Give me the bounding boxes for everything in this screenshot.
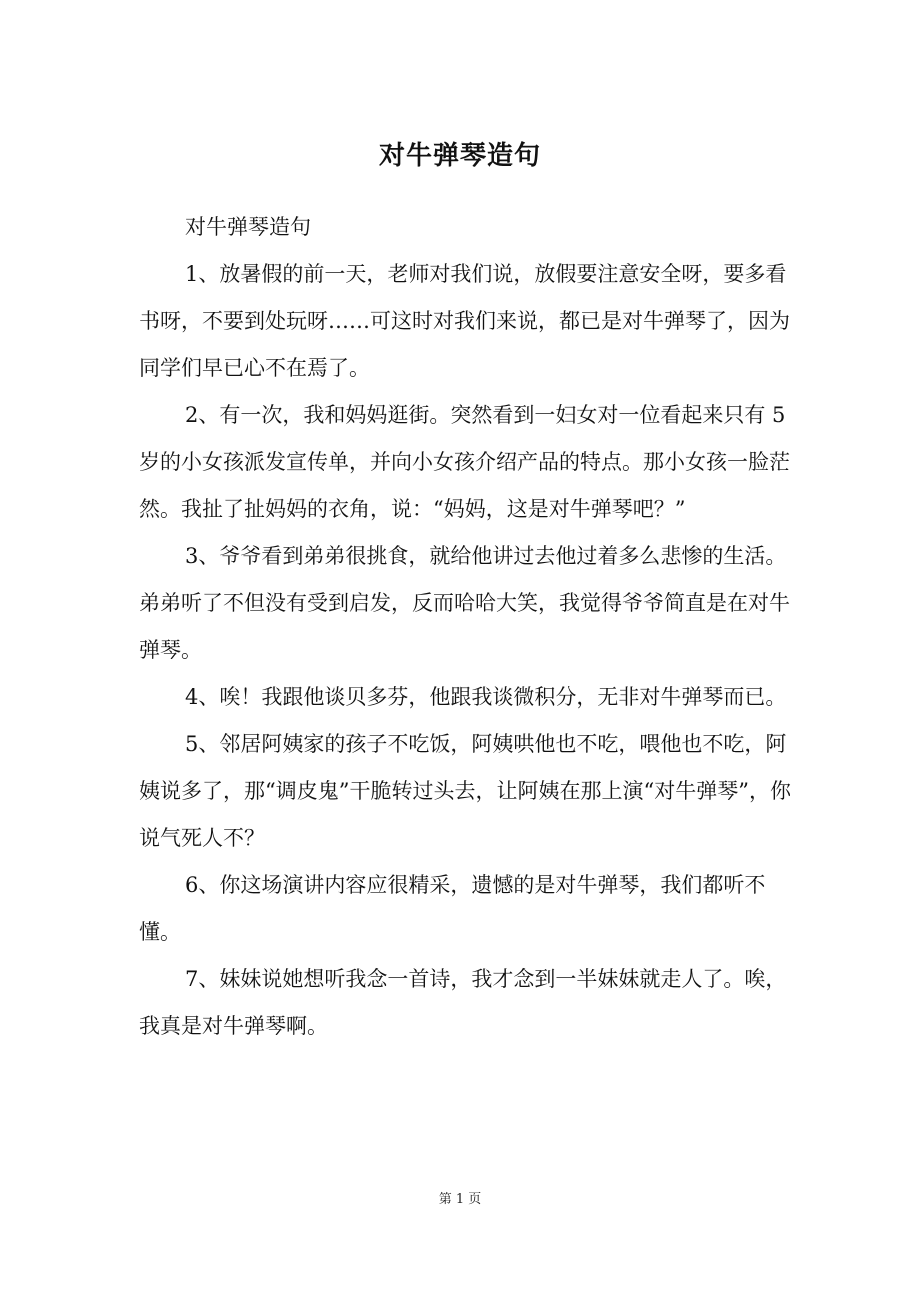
page-number-footer: 第 1 页	[438, 1192, 482, 1207]
sentence-paragraph-3: 3、爷爷看到弟弟很挑食，就给他讲过去他过着多么悲惨的生活。弟弟听了不但没有受到启发，反而哈哈大笑，我觉得爷爷简直是在对牛弹琴。	[139, 544, 790, 662]
sentence-paragraph-1: 1、放暑假的前一天，老师对我们说，放假要注意安全呀，要多看书呀，不要到处玩呀……可这时对我们来说，都已是对牛弹琴了，因为同学们早已心不在焉了。	[139, 262, 790, 380]
sentence-paragraph-7: 7、妹妹说她想听我念一首诗，我才念到一半妹妹就走人了。唉，我真是对牛弹琴啊。	[139, 967, 787, 1038]
sentence-paragraph-4: 4、唉！我跟他谈贝多芬，他跟我谈微积分，无非对牛弹琴而已。	[185, 685, 787, 709]
sentence-paragraph-6: 6、你这场演讲内容应很精采，遗憾的是对牛弹琴，我们都听不懂。	[139, 873, 766, 944]
page-title: 对牛弹琴造句	[378, 141, 541, 171]
sentence-paragraph-5: 5、邻居阿姨家的孩子不吃饭，阿姨哄他也不吃，喂他也不吃，阿姨说多了，那“调皮鬼”干脆转过头去，让阿姨在那上演“对牛弹琴”，你说气死人不？	[139, 732, 791, 850]
subtitle-paragraph: 对牛弹琴造句	[185, 215, 311, 239]
sentence-paragraph-2: 2、有一次，我和妈妈逛街。突然看到一妇女对一位看起来只有 5 岁的小女孩派发宣传单，并向小女孩介绍产品的特点。那小女孩一脸茫然。我扯了扯妈妈的衣角，说：“妈妈，这是对牛弹琴吧？”	[139, 403, 790, 521]
document-body	[139, 204, 799, 1050]
